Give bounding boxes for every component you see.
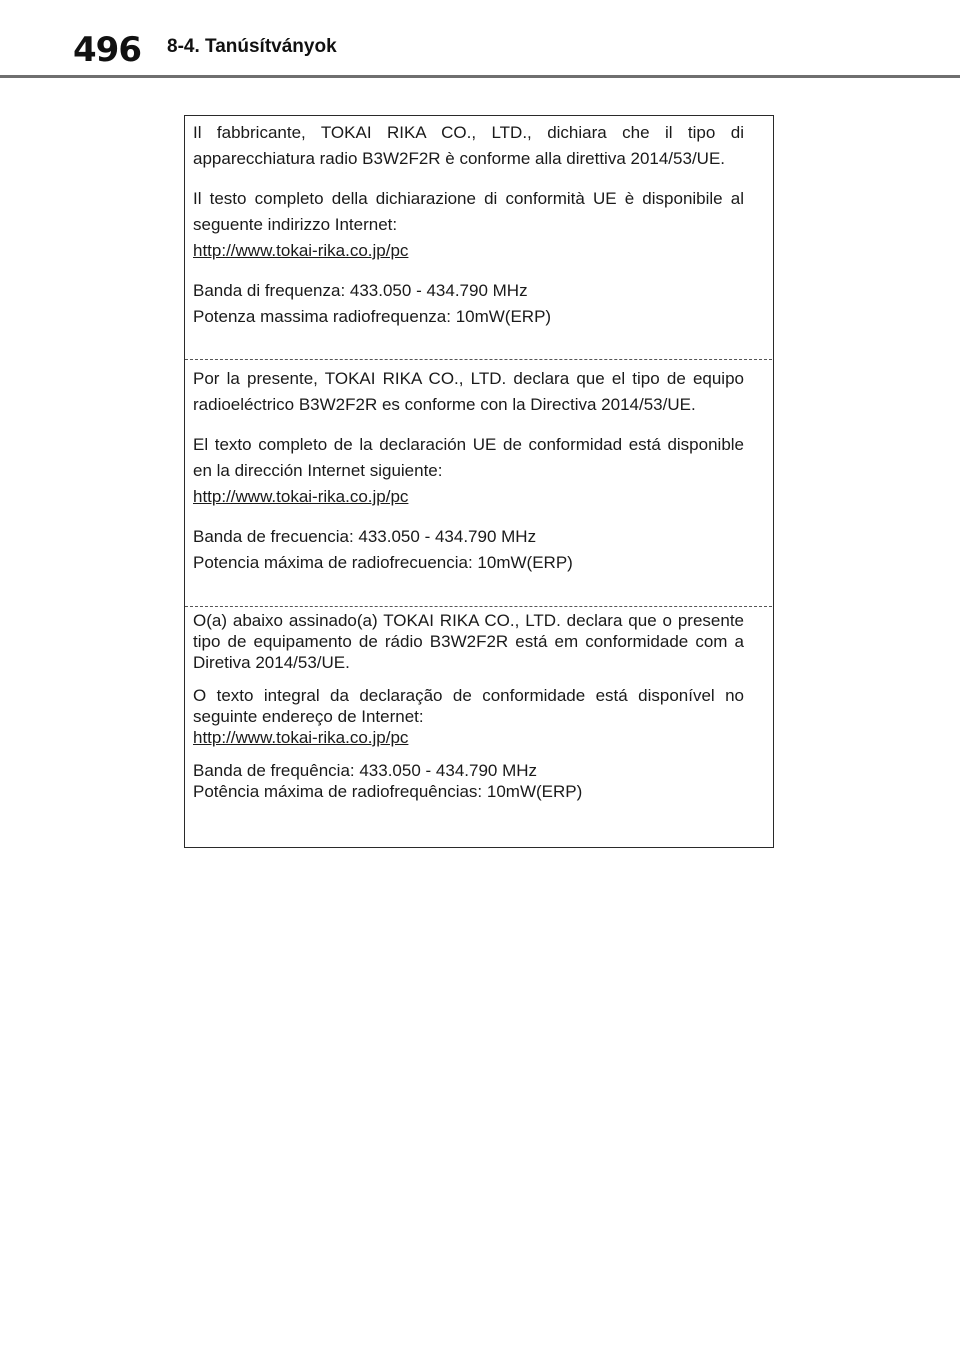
spanish-para-2: El texto completo de la declaración UE de conformidad está disponible en la dirección Internet siguiente:	[193, 435, 744, 480]
section-divider	[185, 359, 772, 360]
portuguese-para-2: O texto integral da declaração de conformidade está disponível no seguinte endereço de Internet:	[193, 686, 744, 726]
italian-link[interactable]: http://www.tokai-rika.co.jp/pc	[193, 241, 409, 260]
section-divider	[185, 606, 772, 607]
spanish-band: Banda de frecuencia: 433.050 - 434.790 MHz	[193, 527, 537, 546]
page-header	[0, 0, 960, 80]
section-title: 8-4. Tanúsítványok	[167, 36, 337, 57]
header-divider	[0, 75, 960, 78]
spanish-power: Potencia máxima de radiofrecuencia: 10mW(ERP)	[193, 553, 573, 572]
page-number: 496	[73, 30, 141, 70]
portuguese-link[interactable]: http://www.tokai-rika.co.jp/pc	[193, 728, 409, 747]
italian-declaration	[193, 120, 744, 330]
spanish-declaration	[193, 366, 744, 576]
italian-band: Banda di frequenza: 433.050 - 434.790 MHz	[193, 281, 528, 300]
portuguese-declaration	[193, 610, 744, 802]
spanish-para-1: Por la presente, TOKAI RIKA CO., LTD. declara que el tipo de equipo radioeléctrico B3W2F2R es conforme con la Directiva 2014/53/UE.	[193, 369, 744, 414]
spanish-link[interactable]: http://www.tokai-rika.co.jp/pc	[193, 487, 409, 506]
italian-para-2: Il testo completo della dichiarazione di conformità UE è disponibile al seguente indirizzo Internet:	[193, 189, 744, 234]
portuguese-power: Potência máxima de radiofrequências: 10mW(ERP)	[193, 782, 583, 801]
italian-power: Potenza massima radiofrequenza: 10mW(ERP)	[193, 307, 552, 326]
portuguese-para-1: O(a) abaixo assinado(a) TOKAI RIKA CO., LTD. declara que o presente tipo de equipamento de rádio B3W2F2R está em conformidade com a Diretiva 2014/53/UE.	[193, 611, 744, 672]
declaration-box	[184, 115, 774, 848]
italian-para-1: Il fabbricante, TOKAI RIKA CO., LTD., dichiara che il tipo di apparecchiatura radio B3W2F2R è conforme alla direttiva 2014/53/UE.	[193, 123, 744, 168]
portuguese-band: Banda de frequência: 433.050 - 434.790 MHz	[193, 761, 538, 780]
